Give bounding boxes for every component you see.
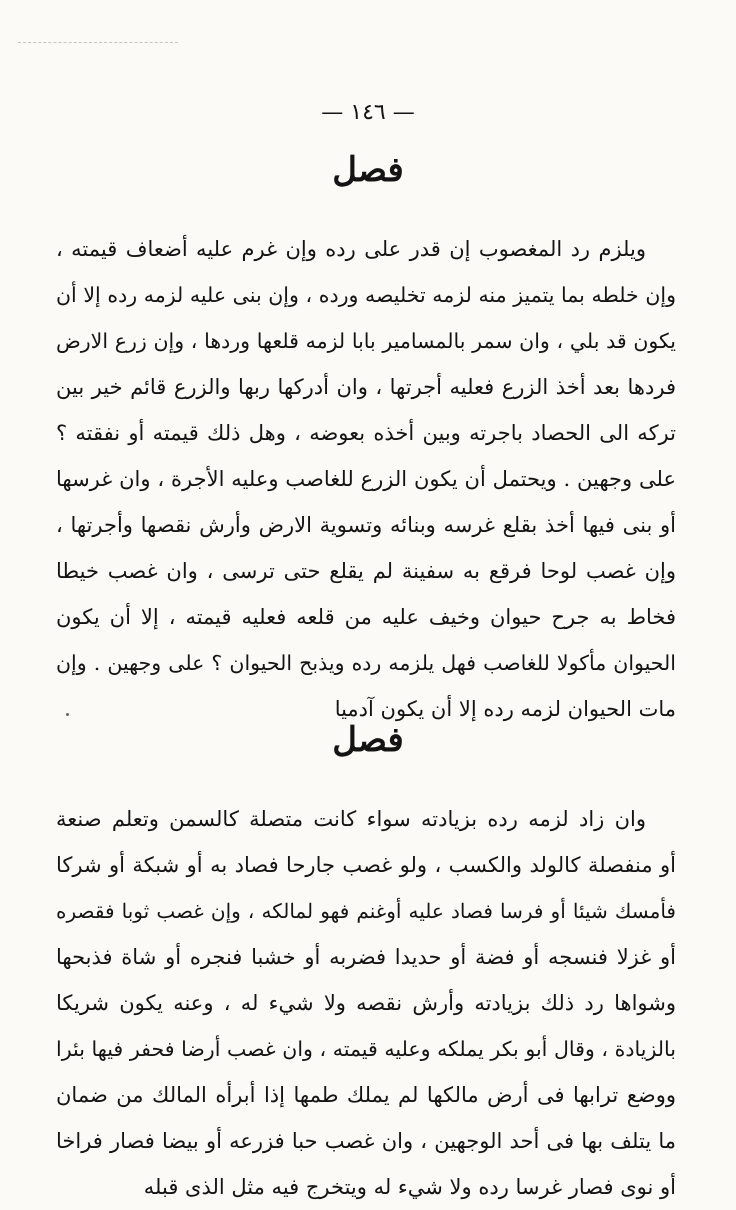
page-number: — ١٤٦ — — [321, 100, 415, 125]
text-line: أو نوى فصار غرسا رده ولا شيء له ويتخرج فيه مثل الذى قبله — [143, 1175, 676, 1199]
text-line: مات الحيوان لزمه رده إلا أن يكون آدميا — [334, 697, 676, 721]
scan-dot — [66, 713, 69, 716]
text-line: وإن خلطه بما يتميز منه لزمه تخليصه ورده ، وإن بنى عليه لزمه رده إلا أن — [56, 283, 676, 307]
text-line: أو بنى فيها أخذ بقلع غرسه وبنائه وتسوية الارض وأرش نقصها وأجرتها ، — [56, 513, 676, 537]
text-line: ما يتلف بها فى أحد الوجهين ، وان غصب حبا فزرعه أو بيضا فصار فراخا — [56, 1129, 676, 1153]
text-line: على وجهين . ويحتمل أن يكون الزرع للغاصب وعليه الأجرة ، وان غرسها — [56, 467, 676, 491]
text-line: وشواها رد ذلك بزيادته وأرش نقصه ولا شيء له ، وعنه يكون شريكا — [56, 991, 676, 1015]
section-heading-2: فصل — [332, 720, 404, 760]
text-line: أو غزلا فنسجه أو فضة أو حديدا فضربه أو خشبا فنجره أو شاة فذبحها — [56, 945, 676, 969]
text-line: ووضع ترابها فى أرض مالكها لم يملك طمها إذا أبرأه المالك من ضمان — [56, 1083, 676, 1107]
paragraph-2 — [56, 796, 676, 1210]
text-line: تركه الى الحصاد باجرته وبين أخذه بعوضه ، وهل ذلك قيمته أو نفقته ؟ — [56, 421, 676, 445]
text-line: بالزيادة ، وقال أبو بكر يملكه وعليه قيمته ، وان غصب أرضا فحفر فيها بئرا — [56, 1037, 676, 1061]
text-line: وان زاد لزمه رده بزيادته سواء كانت متصلة كالسمن وتعلم صنعة — [56, 807, 646, 831]
scan-smudge — [18, 42, 178, 45]
text-line: فردها بعد أخذ الزرع فعليه أجرتها ، وان أدركها ربها والزرع قائم خير بين — [56, 375, 676, 399]
text-line: ويلزم رد المغصوب إن قدر على رده وإن غرم عليه أضعاف قيمته ، — [56, 237, 646, 261]
text-line: أو منفصلة كالولد والكسب ، ولو غصب جارحا فصاد به أو شبكة أو شركا — [56, 853, 676, 877]
text-line: فأمسك شيئا أو فرسا فصاد عليه أوغنم فهو لمالكه ، وإن غصب ثوبا فقصره — [56, 899, 676, 923]
text-line: يكون قد بلي ، وان سمر بالمسامير بابا لزمه قلعها وردها ، وإن زرع الارض — [56, 329, 676, 353]
text-line: وإن غصب لوحا فرقع به سفينة لم يقلع حتى ترسى ، وان غصب خيطا — [56, 559, 676, 583]
text-line: الحيوان مأكولا للغاصب فهل يلزمه رده ويذبح الحيوان ؟ على وجهين . وإن — [56, 651, 676, 675]
paragraph-1 — [56, 226, 676, 732]
text-line: فخاط به جرح حيوان وخيف عليه من قلعه فعليه قيمته ، إلا أن يكون — [56, 605, 676, 629]
section-heading-1: فصل — [332, 150, 404, 190]
